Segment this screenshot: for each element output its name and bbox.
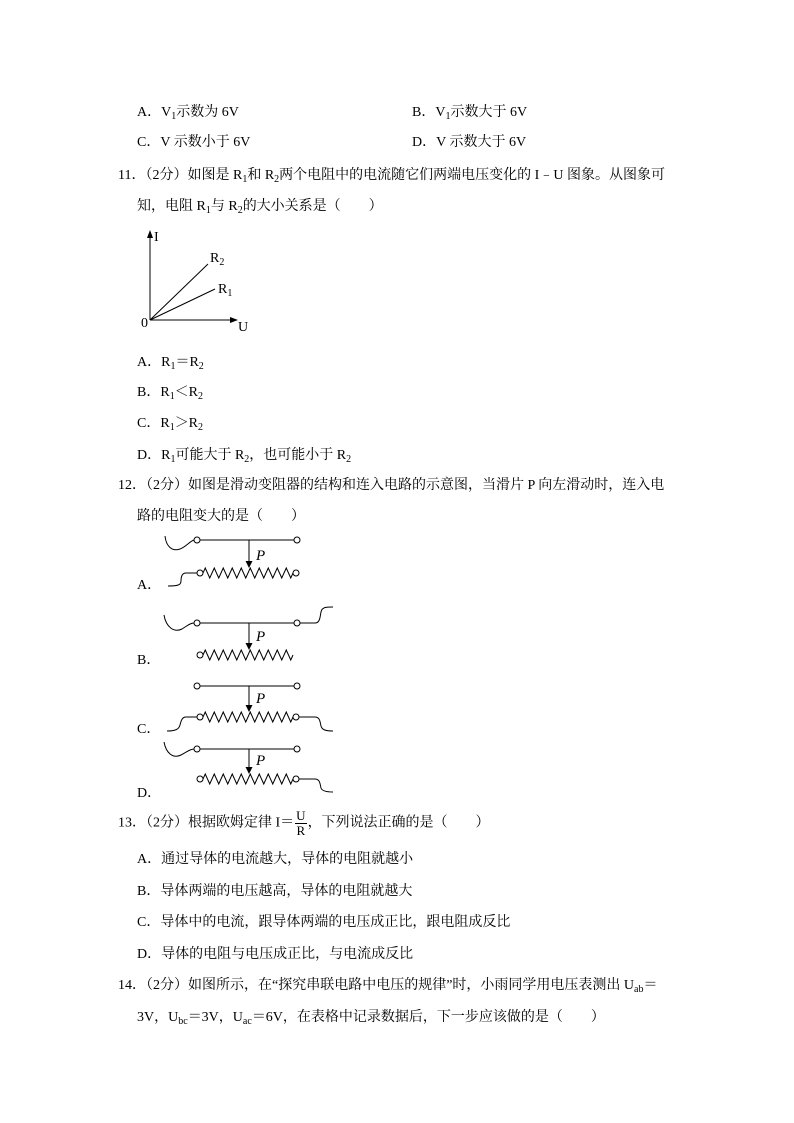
terminal [293, 714, 299, 720]
q10-option-b: B．$V_1$示数大于 6V [412, 105, 528, 122]
q12-stem-line-1: 12．（2分）如图是滑动变阻器的结构和连入电路的示意图，当滑片 P 向左滑动时，连入电 [118, 478, 665, 493]
q14-stem-line-1: 14．（2分）如图所示，在“探究串联电路中电压的规律”时，小雨同学用电压表测出 $U_{ab}=$ [118, 978, 658, 995]
terminal [197, 714, 203, 720]
terminal [293, 776, 299, 782]
terminal [294, 620, 300, 626]
terminal [294, 683, 300, 689]
q12-option-b-label: B． [137, 653, 161, 668]
q12-option-c-label: C． [137, 722, 161, 737]
slider-label: P [256, 753, 266, 769]
y-axis-arrow-icon [147, 230, 153, 238]
subscript: ab [634, 984, 644, 995]
terminal [294, 537, 300, 543]
graph-r1-label: $R_1$ [218, 282, 233, 299]
rheostat-figure-d [164, 742, 333, 792]
subscript: bc [178, 1016, 188, 1027]
wire-bottom-left [167, 717, 197, 731]
resistor-coil [203, 774, 293, 784]
terminal [197, 776, 203, 782]
subscript: 2 [274, 174, 280, 185]
graph-r2-label: $R_2$ [210, 251, 225, 268]
subscript: 2 [237, 205, 243, 216]
wire-top-left [164, 615, 194, 630]
terminal [197, 570, 203, 576]
subscript: 1 [170, 361, 176, 372]
slider-label: P [256, 691, 266, 707]
wire-bottom-right [299, 779, 333, 792]
terminal [294, 746, 300, 752]
subscript: 2 [198, 361, 204, 372]
subscript: 2 [346, 454, 352, 465]
slider-arrow-icon [246, 705, 253, 712]
rheostat-figure-a [165, 536, 300, 586]
terminal [194, 746, 200, 752]
q12-option-d-label: D． [137, 786, 162, 801]
fraction [295, 809, 306, 838]
q12-stem-line-2: 路的电阻变大的是（ ） [137, 509, 305, 524]
subscript: 1 [242, 174, 248, 185]
graph-x-axis-label: U [238, 320, 249, 335]
wire-bottom-left [168, 573, 197, 586]
subscript: ac [242, 1016, 252, 1027]
terminal [293, 570, 299, 576]
resistor-coil [203, 712, 293, 722]
terminal [194, 620, 200, 626]
q12-rheostat-figures [155, 525, 345, 810]
subscript: 1 [171, 111, 177, 122]
q10-option-c: C．V 示数小于 6V [137, 135, 251, 150]
subscript: 1 [445, 111, 451, 122]
slider-label: P [256, 548, 266, 564]
subscript: 1 [170, 454, 176, 465]
q11-iu-graph [130, 225, 255, 340]
q11-option-c: C．$R_1>R_2$ [137, 416, 204, 433]
subscript: 2 [198, 391, 204, 402]
subscript: 1 [169, 391, 175, 402]
terminal [194, 683, 200, 689]
q13-option-d: D．导体的电阻与电压成正比，与电流成反比 [137, 947, 414, 962]
q14-stem-line-2: 3V，$U_{bc}=3V$，$U_{ac}=6V$，在表格中记录数据后，下一步应该做的是（ ） [137, 1010, 605, 1027]
q13-option-c: C．导体中的电流，跟导体两端的电压成正比，跟电阻成反比 [137, 915, 511, 930]
resistor-coil [203, 568, 293, 578]
q13-option-b: B．导体两端的电压越高，导体的电阻就越大 [137, 884, 413, 899]
subscript: 1 [169, 422, 175, 433]
q11-option-b: B．$R_1<R_2$ [137, 385, 204, 402]
wire-top-right [300, 607, 333, 623]
rheostat-figure-b [164, 607, 333, 660]
q13-option-a: A．通过导体的电流越大，导体的电阻就越小 [137, 852, 414, 867]
subscript: 1 [227, 288, 233, 299]
q11-option-d: D．$R_1$可能大于 $R_2$，也可能小于 $R_2$ [137, 448, 352, 465]
line-r1 [150, 289, 215, 320]
q10-option-a: A．$V_1$示数为 6V [137, 105, 239, 122]
slider-arrow-icon [246, 561, 253, 568]
q11-stem-line-1: 11．（2分）如图是 $R_1$和 $R_2$两个电阻中的电流随它们两端电压变化的 I﹣U 图象。从图象可 [118, 168, 665, 185]
terminal [197, 652, 203, 658]
subscript: 1 [205, 205, 211, 216]
slider-label: P [256, 629, 266, 645]
slider-arrow-icon [246, 643, 253, 650]
wire-bottom-right [299, 717, 333, 731]
q11-option-a: A．$R_1=R_2$ [137, 355, 204, 372]
graph-origin-label: 0 [141, 316, 148, 331]
q13-stem: 13．（2分）根据欧姆定律 I＝ $\frac{U}{R}$ ，下列说法正确的是（ ） [118, 808, 490, 838]
subscript: 2 [198, 422, 204, 433]
resistor-coil [203, 650, 293, 660]
rheostat-figure-c [167, 683, 333, 731]
graph-y-axis-label: I [154, 230, 159, 245]
q10-option-d: D．V 示数大于 6V [412, 135, 527, 150]
q11-stem-line-2: 知，电阻 $R_1$与 $R_2$的大小关系是（ ） [137, 199, 383, 216]
q12-option-a-label: A． [137, 578, 162, 593]
fraction-numerator: U [296, 808, 306, 823]
line-r2 [150, 264, 208, 320]
terminal [194, 537, 200, 543]
wire-top-left [165, 536, 194, 550]
x-axis-arrow-icon [230, 317, 238, 323]
slider-arrow-icon [246, 767, 253, 774]
wire-top-left [164, 742, 194, 756]
fraction-denominator: R [296, 823, 306, 838]
subscript: 2 [244, 454, 250, 465]
subscript: 2 [219, 257, 225, 268]
